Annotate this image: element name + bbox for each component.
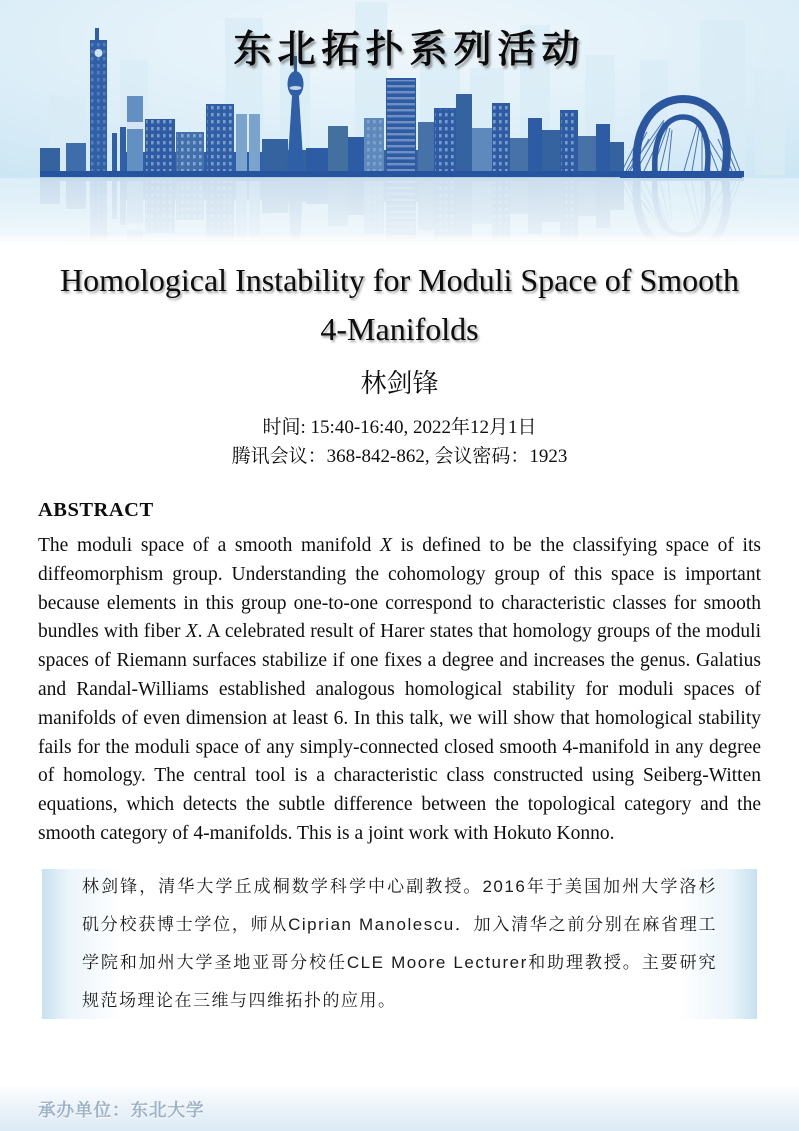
speaker-bio-box: [42, 869, 757, 1019]
abstract-heading: ABSTRACT: [38, 499, 154, 521]
banner: [0, 0, 799, 242]
organizer-label: 承办单位：东北大学: [38, 1099, 205, 1120]
speaker-name: 林剑锋: [360, 369, 439, 398]
talk-title: [38, 256, 761, 354]
content: [0, 242, 799, 1019]
talk-time: 时间: 15:40-16:40, 2022年12月1日: [262, 417, 537, 438]
abstract-text: The moduli space of a smooth manifold X is defined to be the classifying space of its diffeomorphism group. Understanding the cohomology group of this space is important because elements in this group one-to-one correspond to characteristic classes for smooth bundles with fiber X. A celebrated result of Harer states that homology groups of the moduli spaces of Riemann surfaces stabilize if one fixes a degree and increases the genus. Galatius and Randal-Williams established analogous homological stability for moduli spaces of manifolds of even dimension at least 6. In this talk, we will show that homological stability fails for the moduli space of any simply-connected closed smooth 4-manifold in any degree of homology. The central tool is a characteristic class constructed using Seiberg-Witten equations, which detects the subtle difference between the topological category and the smooth category of 4-manifolds. This is a joint work with Hokuto Konno.: [38, 535, 762, 844]
talk-title-line2: 4-Manifolds: [320, 311, 479, 347]
talk-title-line1: Homological Instability for Moduli Space of Smooth: [59, 262, 740, 298]
footer: [0, 1087, 799, 1131]
series-title: 东北拓扑系列活动: [233, 29, 586, 71]
meeting-info: 腾讯会议：368-842-862, 会议密码：1923: [231, 446, 568, 467]
speaker-bio-text: 林剑锋，清华大学丘成桐数学科学中心副教授。2016年于美国加州大学洛杉矶分校获博士学位，师从Ciprian Manolescu．加入清华之前分别在麻省理工学院和加州大学圣地亚哥分校任CLE Moore Lecturer和助理教授。主要研究规范场理论在三维与四维拓扑的应用。: [82, 876, 717, 1010]
